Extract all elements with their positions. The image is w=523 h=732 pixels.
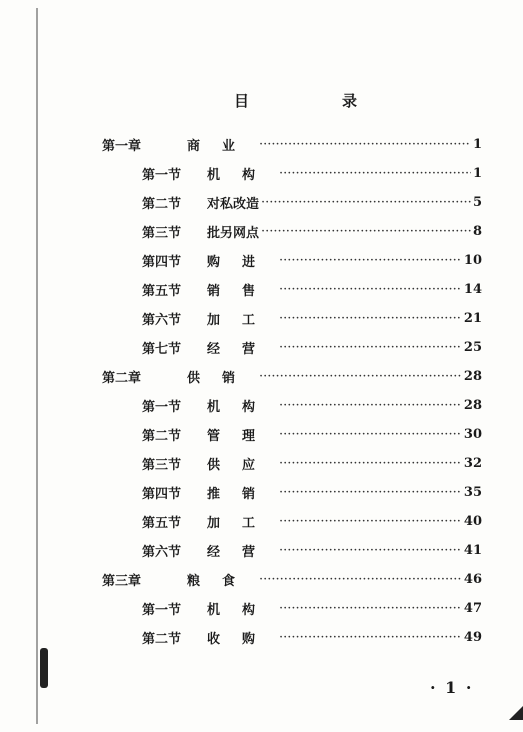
page-number: 30	[463, 426, 482, 442]
page-number: 35	[463, 484, 482, 500]
section-label: 第四节	[142, 486, 182, 502]
chapter-name: 供销	[187, 370, 258, 386]
leader-dots	[279, 427, 462, 442]
toc-section	[142, 306, 482, 330]
leader-dots	[279, 514, 462, 529]
toc-section	[142, 335, 482, 359]
section-label: 第二节	[142, 631, 182, 647]
toc-section	[142, 538, 482, 562]
section-name: 购进	[207, 254, 278, 270]
chapter-label: 第三章	[102, 573, 142, 589]
toc-section	[142, 393, 482, 417]
section-label: 第三节	[142, 457, 182, 473]
page-number: 8	[472, 223, 482, 239]
toc-section	[142, 219, 482, 243]
page-number: 41	[463, 542, 482, 558]
page-number: 10	[463, 252, 482, 268]
chapter-label: 第一章	[102, 138, 142, 154]
leader-dots	[279, 166, 471, 181]
page-number: 25	[463, 339, 482, 355]
page-number: 1	[472, 165, 482, 181]
page-number: 32	[463, 455, 482, 471]
toc-section	[142, 596, 482, 620]
leader-dots	[279, 311, 462, 326]
toc-section	[142, 480, 482, 504]
section-name: 管理	[207, 428, 278, 444]
toc-section	[142, 625, 482, 649]
section-name: 机构	[207, 602, 278, 618]
page-number: 28	[463, 368, 482, 384]
section-name: 机构	[207, 167, 278, 183]
page-number: 1	[472, 136, 482, 152]
section-name: 经营	[207, 341, 278, 357]
chapter-name: 商业	[187, 138, 258, 154]
section-name: 经营	[207, 544, 278, 560]
leader-dots	[279, 282, 462, 297]
section-name: 批另网点	[207, 225, 260, 241]
page-number: 28	[463, 397, 482, 413]
section-label: 第六节	[142, 312, 182, 328]
section-name: 机构	[207, 399, 278, 415]
page-number: 47	[463, 600, 482, 616]
leader-dots	[279, 398, 462, 413]
footer-page-number: · 1 ·	[430, 678, 474, 697]
toc-section	[142, 248, 482, 272]
toc-section	[142, 451, 482, 475]
leader-dots	[259, 137, 471, 152]
leader-dots	[279, 485, 462, 500]
leader-dots	[279, 630, 462, 645]
section-name: 销售	[207, 283, 278, 299]
section-name: 收购	[207, 631, 278, 647]
page-number: 40	[463, 513, 482, 529]
page-edge-line	[36, 8, 38, 724]
section-label: 第三节	[142, 225, 182, 241]
page-number: 14	[463, 281, 482, 297]
section-label: 第四节	[142, 254, 182, 270]
toc-section	[142, 422, 482, 446]
chapter-label: 第二章	[102, 370, 142, 386]
toc-section	[142, 161, 482, 185]
section-label: 第七节	[142, 341, 182, 357]
section-label: 第一节	[142, 399, 182, 415]
page-number: 5	[472, 194, 482, 210]
section-label: 第五节	[142, 515, 182, 531]
ink-blot	[40, 648, 48, 688]
leader-dots	[279, 340, 462, 355]
leader-dots	[279, 253, 462, 268]
section-label: 第一节	[142, 167, 182, 183]
section-name: 推销	[207, 486, 278, 502]
toc-section	[142, 190, 482, 214]
toc-chapter-1	[102, 132, 482, 156]
section-label: 第六节	[142, 544, 182, 560]
title-part-2: 录	[342, 92, 358, 110]
section-name: 对私改造	[207, 196, 260, 212]
leader-dots	[279, 543, 462, 558]
toc-chapter-3	[102, 567, 482, 591]
toc-section	[142, 509, 482, 533]
toc-chapter-2	[102, 364, 482, 388]
leader-dots	[259, 369, 462, 384]
section-name: 加工	[207, 312, 278, 328]
section-name: 加工	[207, 515, 278, 531]
leader-dots	[279, 456, 462, 471]
page-number: 49	[463, 629, 482, 645]
page-number: 21	[463, 310, 482, 326]
corner-blot	[509, 706, 523, 720]
toc-section	[142, 277, 482, 301]
leader-dots	[261, 224, 471, 239]
chapter-name: 粮食	[187, 573, 258, 589]
page-number: 46	[463, 571, 482, 587]
section-label: 第五节	[142, 283, 182, 299]
leader-dots	[279, 601, 462, 616]
leader-dots	[261, 195, 471, 210]
leader-dots	[259, 572, 462, 587]
section-label: 第二节	[142, 428, 182, 444]
title-part-1: 目	[234, 92, 250, 110]
section-label: 第一节	[142, 602, 182, 618]
section-label: 第二节	[142, 196, 182, 212]
section-name: 供应	[207, 457, 278, 473]
